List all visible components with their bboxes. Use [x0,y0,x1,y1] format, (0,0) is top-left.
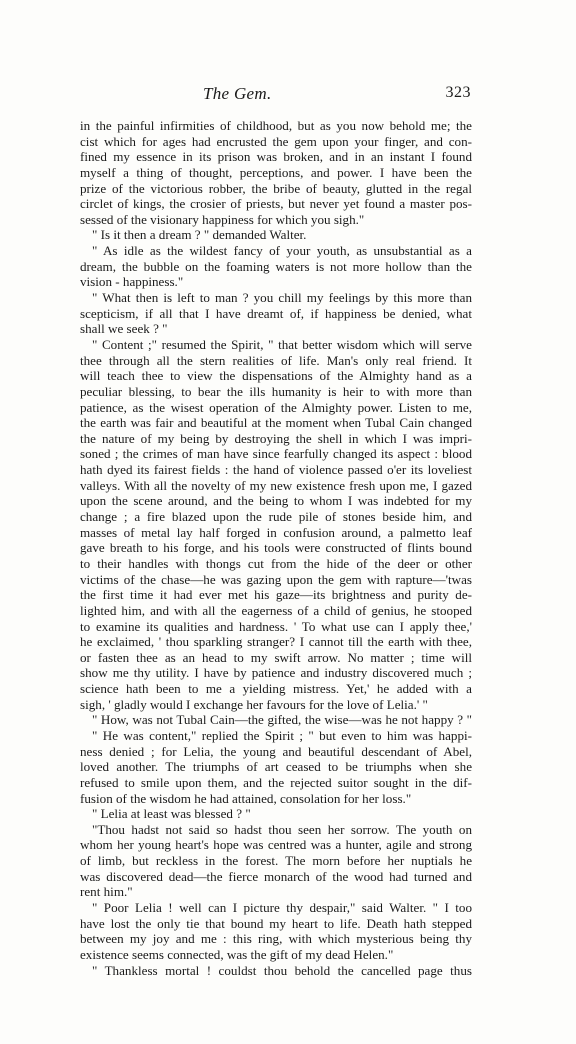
text-line: " Poor Lelia ! well can I picture thy despair," said Walter. " I too [92,900,472,916]
text-line: " As idle as the wildest fancy of your youth, as unsubstantial as a [92,243,472,259]
text-line: whom her young heart's hope was centred was a hunter, agile and strong [80,837,472,853]
text-line: the first time it had ever met his gaze—its brightness and purity de- [80,587,472,603]
page-number: 323 [445,84,471,101]
text-line: was discovered dead—the fierce monarch of the wood had turned and [80,868,472,884]
text-line: scepticism, if all that I have dreamt of, if happiness be denied, what [80,305,472,321]
text-line: " Thankless mortal ! couldst thou behold the cancelled page thus [92,962,472,978]
text-line: " Content ;" resumed the Spirit, " that better wisdom which will serve [92,336,472,352]
text-line: vision - happiness." [80,274,184,290]
text-line: gave breath to his forge, and his tools were constructed of flints bound [80,540,472,556]
text-line: change ; a fire blazed upon the rude pile of stones beside him, and [80,509,472,525]
text-line: valleys. With all the novelty of my new existence fresh upon me, I gazed [80,477,472,493]
text-line: dream, the bubble on the foaming waters is not more hollow than the [80,258,472,274]
text-line: shall we seek ? " [80,321,168,337]
text-line: the earth was fair and beautiful at the moment when Tubal Cain changed [80,415,472,431]
text-line: " He was content," replied the Spirit ; " but even to him was happi- [92,727,472,743]
text-line: existence seems connected, was the gift of my dead Helen." [80,946,394,962]
text-line: circlet of kings, the crosier of priests, but never yet found a master pos- [80,196,472,212]
text-line: science hath been to me a yielding mistress. Yet,' he added with a [80,681,472,697]
text-line: to their handles with thongs cut from the hide of the deer or other [80,555,472,571]
text-line: " Is it then a dream ? " demanded Walter. [92,227,307,243]
text-line: "Thou hadst not said so hadst thou seen her sorrow. The youth on [92,821,472,837]
text-line: hath dyed its fairest fields : the hand of violence passed o'er its loveliest [80,462,472,478]
text-line: show me thy utility. I have by patience and industry discovered much ; [80,665,472,681]
text-line: victims of the chase—he was gazing upon the gem with rapture—'twas [80,571,472,587]
text-line: upon the scene around, and the being to whom I was indebted for my [80,493,472,509]
text-line: " What then is left to man ? you chill my feelings by this more than [92,290,472,306]
text-line: refused to smile upon them, and the rejected suitor sought in the dif- [80,774,472,790]
text-line: will teach thee to view the dispensations of the Almighty hand as a [80,368,472,384]
text-line: patience, as the wisest operation of the Almighty power. Listen to me, [80,399,472,415]
text-line: myself a thing of thought, perceptions, and power. I have been the [80,164,472,180]
text-line: peculiar blessing, to bear the ills humanity is heir to with more than [80,383,472,399]
text-line: prize of the victorious robber, the bribe of beauty, glutted in the regal [80,180,472,196]
text-line: fusion of the wisdom he had attained, consolation for her loss." [80,790,412,806]
body-text [80,118,472,978]
text-line: fined my essence in its prison was broken, and in an instant I found [80,149,472,165]
text-line: loved another. The triumphs of art ceased to be triumphs when she [80,759,472,775]
text-line: thee through all the stern realities of life. Man's only real friend. It [80,352,472,368]
text-line: between my joy and me : this ring, with which mysterious being thy [80,931,472,947]
text-line: sigh, ' gladly would I exchange her favours for the love of Lelia.' " [80,696,428,712]
text-line: rent him." [80,884,133,900]
text-line: have lost the only tie that bound my heart to life. Death hath stepped [80,915,472,931]
text-line: lighted him, and with all the eagerness of a child of genius, he stooped [80,602,472,618]
text-line: or fasten thee as an head to my swift arrow. No matter ; time will [80,649,472,665]
text-line: " How, was not Tubal Cain—the gifted, the wise—was he not happy ? " [92,712,472,728]
text-line: " Lelia at least was blessed ? " [92,806,251,822]
running-head [203,84,471,106]
text-line: sessed of the visionary happiness for which you sigh." [80,211,365,227]
text-line: soned ; the crimes of man have since fearfully changed its aspect : blood [80,446,472,462]
text-line: cist which for ages had encrusted the gem upon your finger, and con- [80,133,472,149]
text-line: of limb, but reckless in the forest. The morn before her nuptials he [80,853,472,869]
text-line: ness denied ; for Lelia, the young and beautiful descendant of Abel, [80,743,472,759]
text-line: masses of metal lay half forged in confusion around, a palmetto leaf [80,524,472,540]
text-line: to examine its qualities and hardness. ' To what use can I apply thee,' [80,618,472,634]
text-line: the nature of my being by destroying the shell in which I was impri- [80,430,472,446]
text-line: he exclaimed, ' thou sparkling stranger? I cannot till the earth with thee, [80,634,472,650]
text-line: in the painful infirmities of childhood, but as you now behold me; the [80,118,472,133]
running-title: The Gem. [203,84,272,103]
